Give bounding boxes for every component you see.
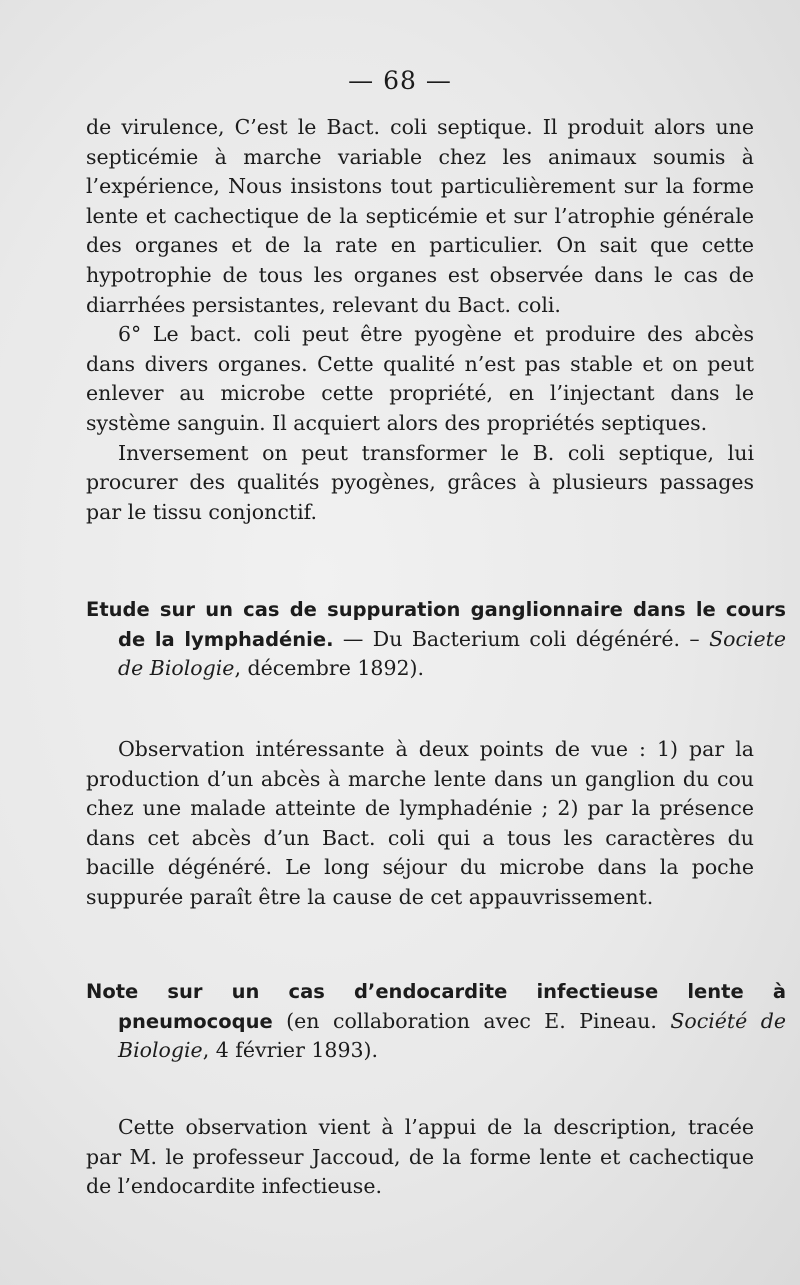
entry-2-body [86,1113,754,1202]
entry-1-date: , décembre 1892). [234,656,425,681]
entry-2-date: , 4 février 1893). [202,1038,379,1063]
continuation-section [86,113,754,527]
entry-1-body-paragraph: Observation intéressante à deux points de vue : 1) par la production d’un abcès à marche lente dans un ganglion du cou chez une malade atteinte de lymphadénie ; 2) par la présence dans cet abcès d’un Bact. coli qui a tous les caractères du bacille dégénéré. Le long séjour du microbe dans la poche suppurée paraît être la cause de cet appauvrissement. [86,737,754,909]
entry-1-body [86,735,754,913]
paragraph-inversement: Inversement on peut transformer le B. coli septique, lui procurer des qualités pyogènes, grâces à plusieurs passages par le tissu conjonctif. [86,440,754,524]
entry-1-source-prefix: – [689,626,710,651]
publication-entry-2 [86,977,786,1066]
entry-2-collab: (en collaboration avec E. Pineau. [272,1008,671,1033]
paragraph-virulence: de virulence, C’est le Bact. coli septique. Il produit alors une septicémie à marche variable chez les animaux soumis à l’expérience, Nous insistons tout particulièrement sur la forme lente et cachectique de la septicémie et sur l’atrophie générale des organes et de la rate en particulier. On sait que cette hypotrophie de tous les organes est observée dans le cas de diarrhées persistantes, relevant du Bact. coli. [86,115,754,317]
entry-1-subtitle: — Du Bacterium coli dégénéré. [333,626,690,651]
publication-entry-1 [86,595,786,684]
entry-2-body-paragraph: Cette observation vient à l’appui de la description, tracée par M. le professeur Jaccoud, de la forme lente et cachectique de l’endocardite infectieuse. [86,1115,754,1199]
paragraph-point-6: 6° Le bact. coli peut être pyogène et produire des abcès dans divers organes. Cette qualité n’est pas stable et on peut enlever au microbe cette propriété, en l’injectant dans le système sanguin. Il acquiert alors des propriétés septiques. [86,322,754,435]
entry-1-title: Etude sur un cas de suppuration ganglionnaire dans le cours de la lymphadénie. [86,598,786,651]
entry-2-title: Note sur un cas d’endocardite infectieuse lente à pneumocoque [86,980,786,1033]
entry-2-source: Société de Biologie [118,1008,786,1063]
page-number: — 68 — [348,66,452,95]
entry-1-source: Societe de Biologie [118,626,786,681]
